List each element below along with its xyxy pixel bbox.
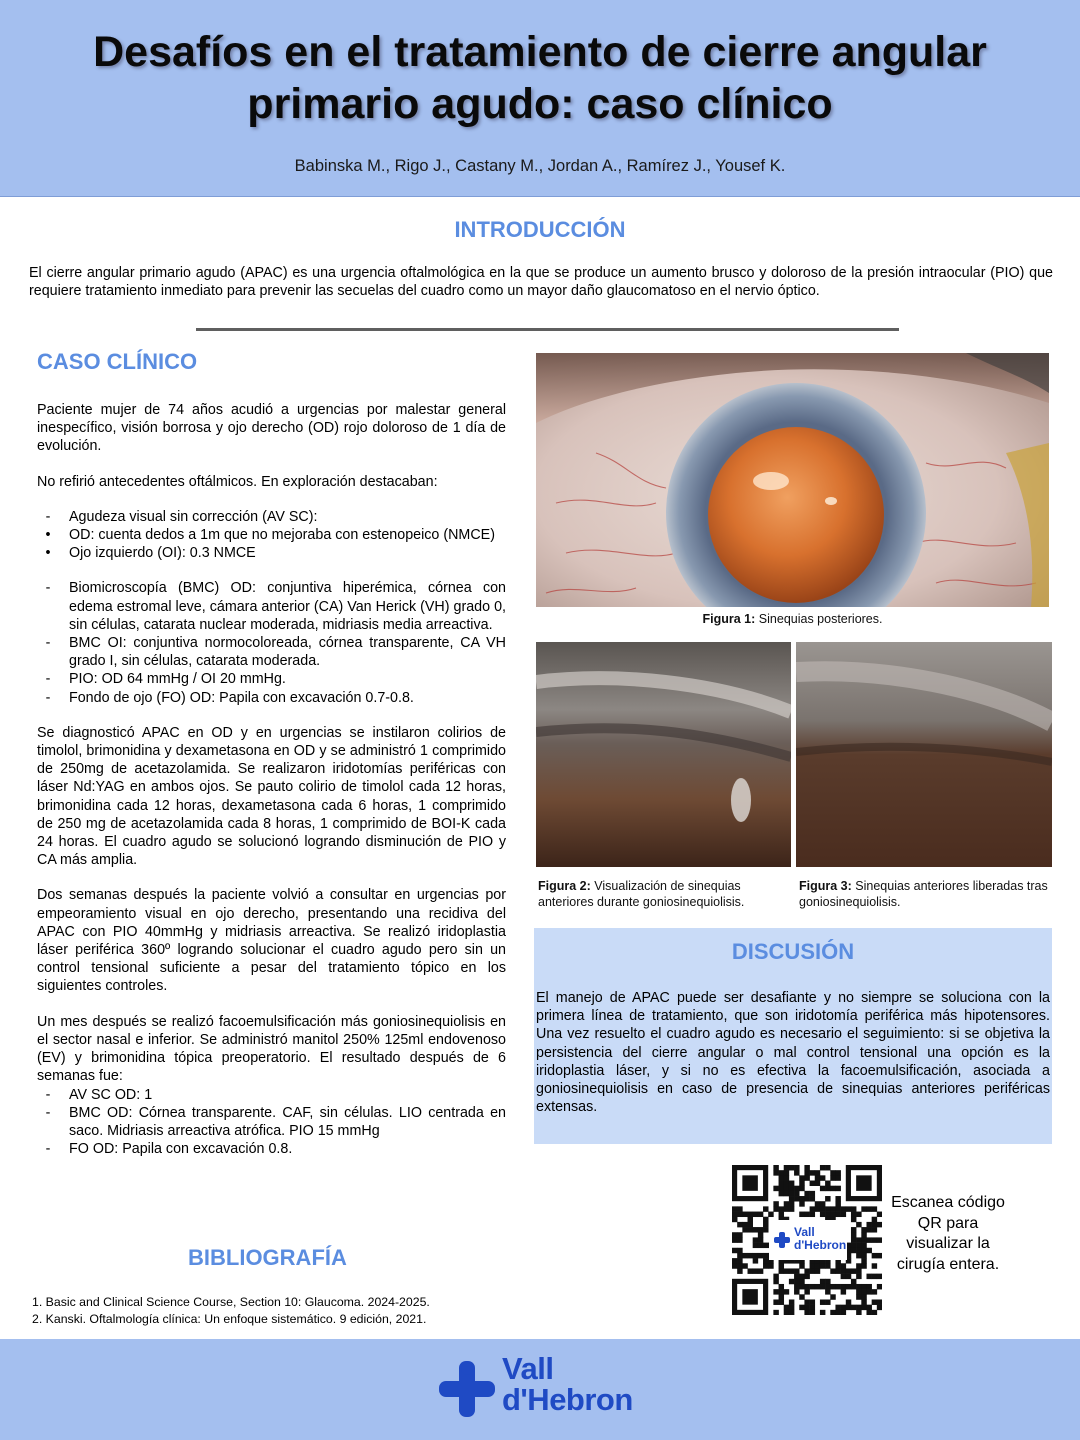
- introduccion-title: INTRODUCCIÓN: [454, 217, 626, 242]
- list-item: • Ojo izquierdo (OI): 0.3 NMCE: [45, 545, 256, 562]
- qr-logo-text: Vall d'Hebron: [794, 1225, 847, 1252]
- list-item: - Biomicroscopía (BMC) OD: conjuntiva hiperémica, córnea con edema estromal leve, cámara anterior (CA) Van Herick (VH) grado 0, sin células, catarata nuclear moderada, midriasis media arreactiva.: [45, 580, 506, 633]
- exploracion-list: [37, 579, 506, 706]
- introduccion-text: El cierre angular primario agudo (APAC) es una urgencia oftalmológica en la que se produce un aumento brusco y doloroso de la presión intraocular (PIO) que requiere tratamiento inmediato para prevenir las secuelas del cuadro como un mayor daño glaucomatoso en el nervio óptico.: [29, 265, 1053, 300]
- caso-paragraph-4: Dos semanas después la paciente volvió a consultar en urgencias por empeoramiento visual en ojo derecho, presentando una recidiva del APAC con PIO 40mmHg y midriasis arreactiva. Se realizó iridoplastia láser periférica 360º logrando solucionar el cuadro agudo pero sin un control tensional suficiente a pesar del tratamiento tópico en los siguientes controles.: [37, 887, 506, 995]
- reference-item: 2. Kanski. Oftalmología clínica: Un enfoque sistemático. 9 edición, 2021.: [32, 1311, 427, 1326]
- bibliografia-title: BIBLIOGRAFÍA: [188, 1245, 347, 1270]
- list-item: - Fondo de ojo (FO) OD: Papila con excavación 0.7-0.8.: [45, 689, 414, 706]
- list-item: • OD: cuenta dedos a 1m que no mejoraba con estenopeico (NMCE): [45, 527, 495, 544]
- discusion-title: DISCUSIÓN: [731, 939, 855, 964]
- authors: Babinska M., Rigo J., Castany M., Jordan A., Ramírez J., Yousef K.: [294, 157, 786, 175]
- figure-2-gonio-photo: [536, 642, 791, 867]
- header-banner: [0, 0, 1080, 197]
- list-item: - PIO: OD 64 mmHg / OI 20 mmHg.: [45, 671, 286, 688]
- bibliografia-list: [32, 1294, 430, 1327]
- title-line-2: primario agudo: caso clínico: [247, 80, 833, 128]
- poster-title: [0, 26, 1080, 130]
- qr-instruction: Escanea código QR para visualizar la cirugía entera.: [891, 1194, 1005, 1273]
- caso-title: CASO CLÍNICO: [37, 349, 198, 374]
- figure-1-caption: Figura 1: Sinequias posteriores.: [702, 612, 883, 626]
- gonio-image-3: [796, 642, 1052, 867]
- footer-logo-line-1: Vall: [502, 1351, 554, 1386]
- caso-paragraph-3: Se diagnosticó APAC en OD y en urgencias se instilaron colirios de timolol, brimonidina y dexametasona en OD y se administró 1 comprimido de 250mg de acetazolamida. Se realizaron iridotomías periféricas con láser Nd:YAG en ambos ojos. Se pauto colirio de timolol cada 12 horas, brimonidina cada 12 horas, dexametasona cada 6 horas, 1 comprimido de 250 mg de acetazolamida cada 8 horas, 1 comprimido de BOI-K cada 24 horas. El cuadro agudo se solucionó logrando disminución de PIO y CA más amplia.: [37, 724, 506, 869]
- figure-3-caption: Figura 3: Sinequias anteriores liberadas tras goniosinequiolisis.: [799, 879, 1048, 909]
- eye-image: [536, 353, 1049, 607]
- title-line-1: Desafíos en el tratamiento de cierre angular: [93, 28, 987, 76]
- footer-banner: [0, 1339, 1080, 1440]
- list-item: - BMC OI: conjuntiva normocoloreada, córnea transparente, CA VH grado I, sin células, catarata moderada.: [45, 635, 506, 670]
- list-item: - Agudeza visual sin corrección (AV SC):: [45, 508, 318, 525]
- qr-logo: [769, 1220, 847, 1260]
- resultado-list: [37, 1086, 506, 1159]
- qr-code[interactable]: [732, 1165, 882, 1315]
- caso-paragraph-2: No refirió antecedentes oftálmicos. En exploración destacaban:: [37, 473, 438, 490]
- footer-logo-text: [502, 1353, 633, 1415]
- cross-logo-icon: [772, 1230, 792, 1250]
- footer-logo-line-2: d'Hebron: [502, 1382, 633, 1417]
- list-item: - AV SC OD: 1: [45, 1086, 153, 1103]
- section-divider: [196, 328, 899, 331]
- caso-paragraph-5: Un mes después se realizó facoemulsificación más goniosinequiolisis en el sector nasal e inferior. Se administró manitol 250% 125ml endovenoso (EV) y brimonidina tópica preoperatorio. El resultado después de 6 semanas fue:: [37, 1013, 506, 1085]
- av-list: [37, 508, 506, 563]
- reference-item: 1. Basic and Clinical Science Course, Section 10: Glaucoma. 2024-2025.: [32, 1295, 430, 1309]
- discusion-text: El manejo de APAC puede ser desafiante y no siempre se soluciona con la primera línea de tratamiento, que son iridotomía periférica más hipotensores. Una vez resuelto el cuadro agudo es necesario el seguimiento: si se objetiva la persistencia del cierre angular o mal control tensional una opción es la iridoplastia láser, y si no es efectiva la facoemulsificación, asociada a goniosinequiolisis en caso de presencia de sinequias anteriores periféricas extensas.: [536, 990, 1050, 1116]
- figure-2-caption: Figura 2: Visualización de sinequias anteriores durante goniosinequiolisis.: [538, 879, 745, 909]
- figure-3-gonio-photo: [796, 642, 1052, 867]
- list-item: - FO OD: Papila con excavación 0.8.: [45, 1141, 293, 1158]
- discusion-box: [534, 928, 1052, 1144]
- caso-paragraph-1: Paciente mujer de 74 años acudió a urgencias por malestar general inespecífico, visión borrosa y ojo derecho (OD) rojo doloroso de 1 día de evolución.: [37, 402, 506, 455]
- gonio-image-2: [536, 642, 791, 867]
- figure-1-eye-photo: [536, 353, 1049, 607]
- vall-hebron-cross-icon: [437, 1359, 497, 1419]
- list-item: - BMC OD: Córnea transparente. CAF, sin células. LIO centrada en saco. Midriasis arreactiva atrófica. PIO 15 mmHg: [45, 1104, 506, 1139]
- caso-body: [37, 401, 506, 1175]
